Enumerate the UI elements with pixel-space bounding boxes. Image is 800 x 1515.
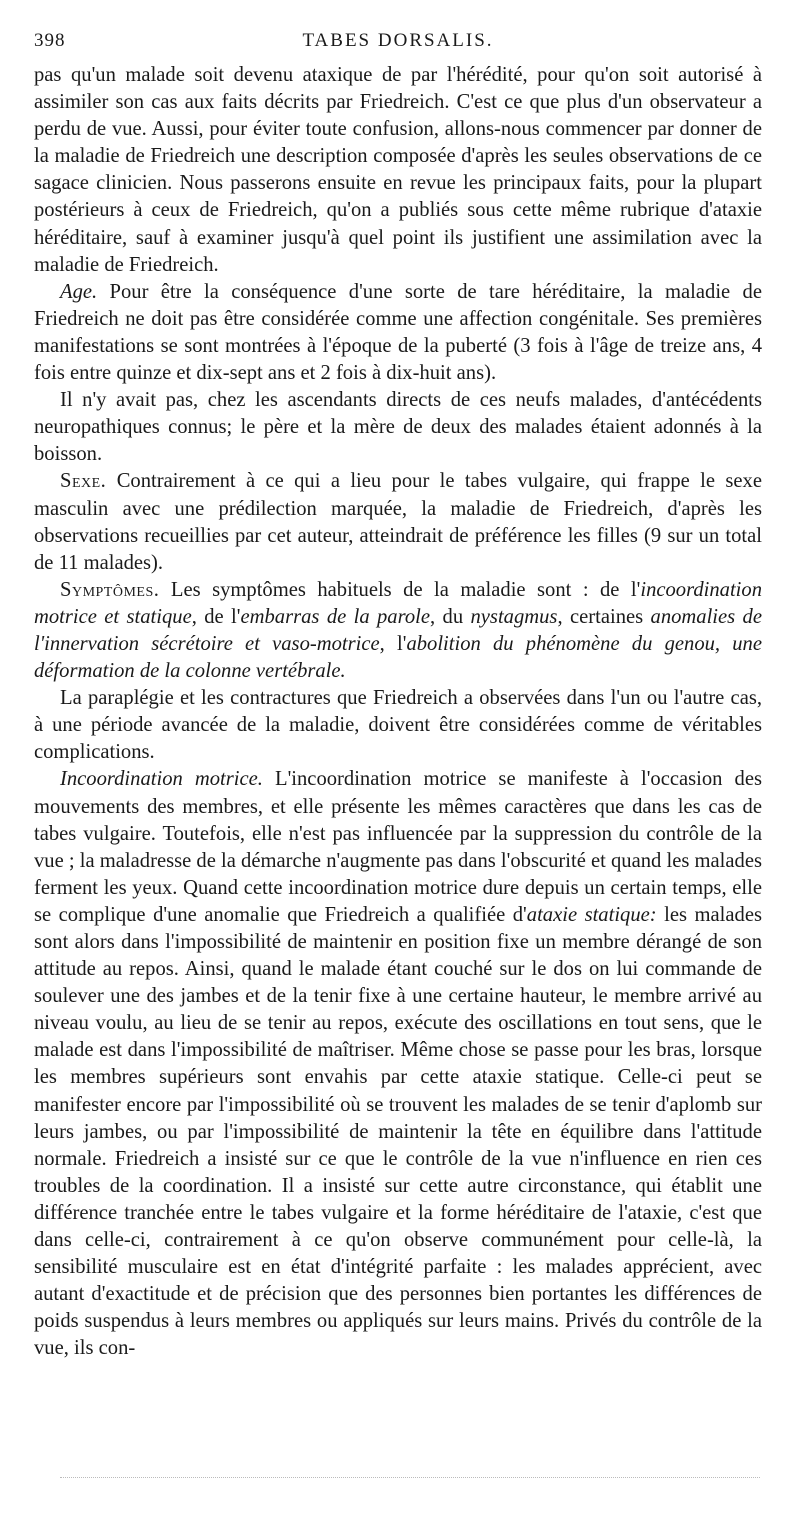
symptom-innervation: anomalies de l'innervation sécrétoire et vaso-motrice	[34, 605, 762, 655]
section-heading-incoordination: Incoordination motrice.	[60, 768, 263, 791]
symptom-nystagmus: nystagmus	[470, 605, 558, 628]
section-heading-symptoms: Symptômes.	[60, 578, 160, 601]
symptoms-text-a: Les symptômes habituels de la maladie sont : de l'	[159, 578, 641, 601]
term-ataxie-statique: ataxie statique:	[526, 903, 657, 926]
paragraph-age-text: Pour être la conséquence d'une sorte de tare héréditaire, la maladie de Friedreich ne doit pas être considérée comme une affection congénitale. Ses premières manifestations se sont montrées à l'époque de la puberté (3 fois à l'âge de treize ans, 4 fois entre quinze et dix-sept ans et 2 fois à dix-huit ans).	[34, 280, 762, 385]
paragraph-sex	[34, 468, 762, 576]
symptom-speech: embarras de la parole	[240, 605, 431, 628]
paragraph-complications-text: La paraplégie et les contractures que Friedreich a observées dans l'un ou l'autre cas, à une période avancée de la maladie, doivent être considérées comme de véritables complications.	[34, 687, 762, 764]
symptoms-text-e: , l'	[379, 632, 407, 655]
paragraph-incoordination	[34, 766, 762, 1362]
paragraph-symptoms	[34, 577, 762, 685]
paragraph-heredity	[34, 387, 762, 468]
page-number: 398	[34, 30, 66, 51]
incoordination-text-b: les malades sont alors dans l'impossibilité de maintenir en position fixe un membre dérangé de son attitude au repos. Ainsi, quand le malade étant couché sur le dos on lui commande de soulever une des jambes et de la tenir fixe à une certaine hauteur, le membre arrivé au niveau voulu, au lieu de se tenir au repos, exécute des oscillations en tout sens, que le malade est dans l'impossibilité de maîtriser. Même chose se passe pour les bras, lorsque les membres supérieurs sont envahis par cette ataxie statique. Celle-ci peut se manifester encore par l'impossibilité où se trouvent les malades de se tenir d'aplomb sur leurs jambes, ou par l'impossibilité de maintenir la tête en équilibre dans l'attitude normale. Friedreich a insisté sur ce que le contrôle de la vue n'influence en rien ces troubles de la coordination. Il a insisté sur cette autre circonstance, qui établit une différence tranchée entre le tabes vulgaire et la forme héréditaire de l'ataxie, c'est que dans celle-ci, contrairement à ce qu'on observe communément pour celle-là, la sensibilité musculaire est en état d'intégrité parfaite : les malades apprécient, avec autant d'exactitude et de précision que des personnes bien portantes les différences de poids suspendus à leurs membres ou appliqués sur leurs mains. Privés du contrôle de la vue, ils con-	[34, 903, 762, 1360]
paragraph-sex-text: Contrairement à ce qui a lieu pour le tabes vulgaire, qui frappe le sexe masculin avec une prédilection marquée, la maladie de Friedreich, d'après les observations recueillies par cet auteur, atteindrait de préférence les filles (9 sur un total de 11 malades).	[34, 470, 762, 574]
paragraph-heredity-text: Il n'y avait pas, chez les ascendants directs de ces neufs malades, d'antécédents neuropathiques connus; le père et la mère de deux des malades étaient adonnés à la boisson.	[34, 389, 762, 466]
running-title: TABES DORSALIS.	[302, 30, 494, 51]
symptoms-text-d: , certaines	[557, 605, 651, 628]
symptom-incoordination: incoordination motrice et statique	[34, 578, 762, 628]
symptoms-text-b: , de l'	[191, 605, 241, 628]
bleed-through-line	[60, 1477, 760, 1478]
running-header	[34, 30, 762, 56]
symptoms-text-c: , du	[430, 605, 471, 628]
paragraph-intro-text: pas qu'un malade soit devenu ataxique de par l'hérédité, pour qu'on soit autorisé à assimiler son cas aux faits décrits par Friedreich. C'est ce que plus d'un observateur a perdu de vue. Aussi, pour éviter toute confusion, allons-nous commencer par donner de la maladie de Friedreich une description composée d'après les seules observations de ce sagace clinicien. Nous passerons ensuite en revue les principaux faits, pour la plupart postérieurs à ceux de Friedreich, qu'on a publiés sous cette même rubrique d'ataxie héréditaire, sauf à examiner jusqu'à quel point ils justifient une assimilation avec la maladie de Friedreich.	[34, 64, 762, 276]
page-body	[34, 62, 762, 1363]
section-heading-sex: Sexe.	[60, 470, 107, 493]
paragraph-intro	[34, 62, 762, 279]
paragraph-complications	[34, 685, 762, 766]
symptom-knee-spine: abolition du phénomène du genou, une déformation de la colonne vertébrale.	[34, 632, 762, 683]
section-heading-age: Age.	[60, 280, 98, 303]
incoordination-text-a: L'incoordination motrice se manifeste à l'occasion des mouvements des membres, et elle présente les mêmes caractères que dans les cas de tabes vulgaire. Toutefois, elle n'est pas influencée par la suppression du contrôle de la vue ; la maladresse de la démarche n'augmente pas dans l'obscurité et quand les malades ferment les yeux. Quand cette incoordination motrice dure depuis un certain temps, elle se complique d'une anomalie que Friedreich a qualifiée d'	[34, 768, 762, 926]
paragraph-age	[34, 279, 762, 387]
